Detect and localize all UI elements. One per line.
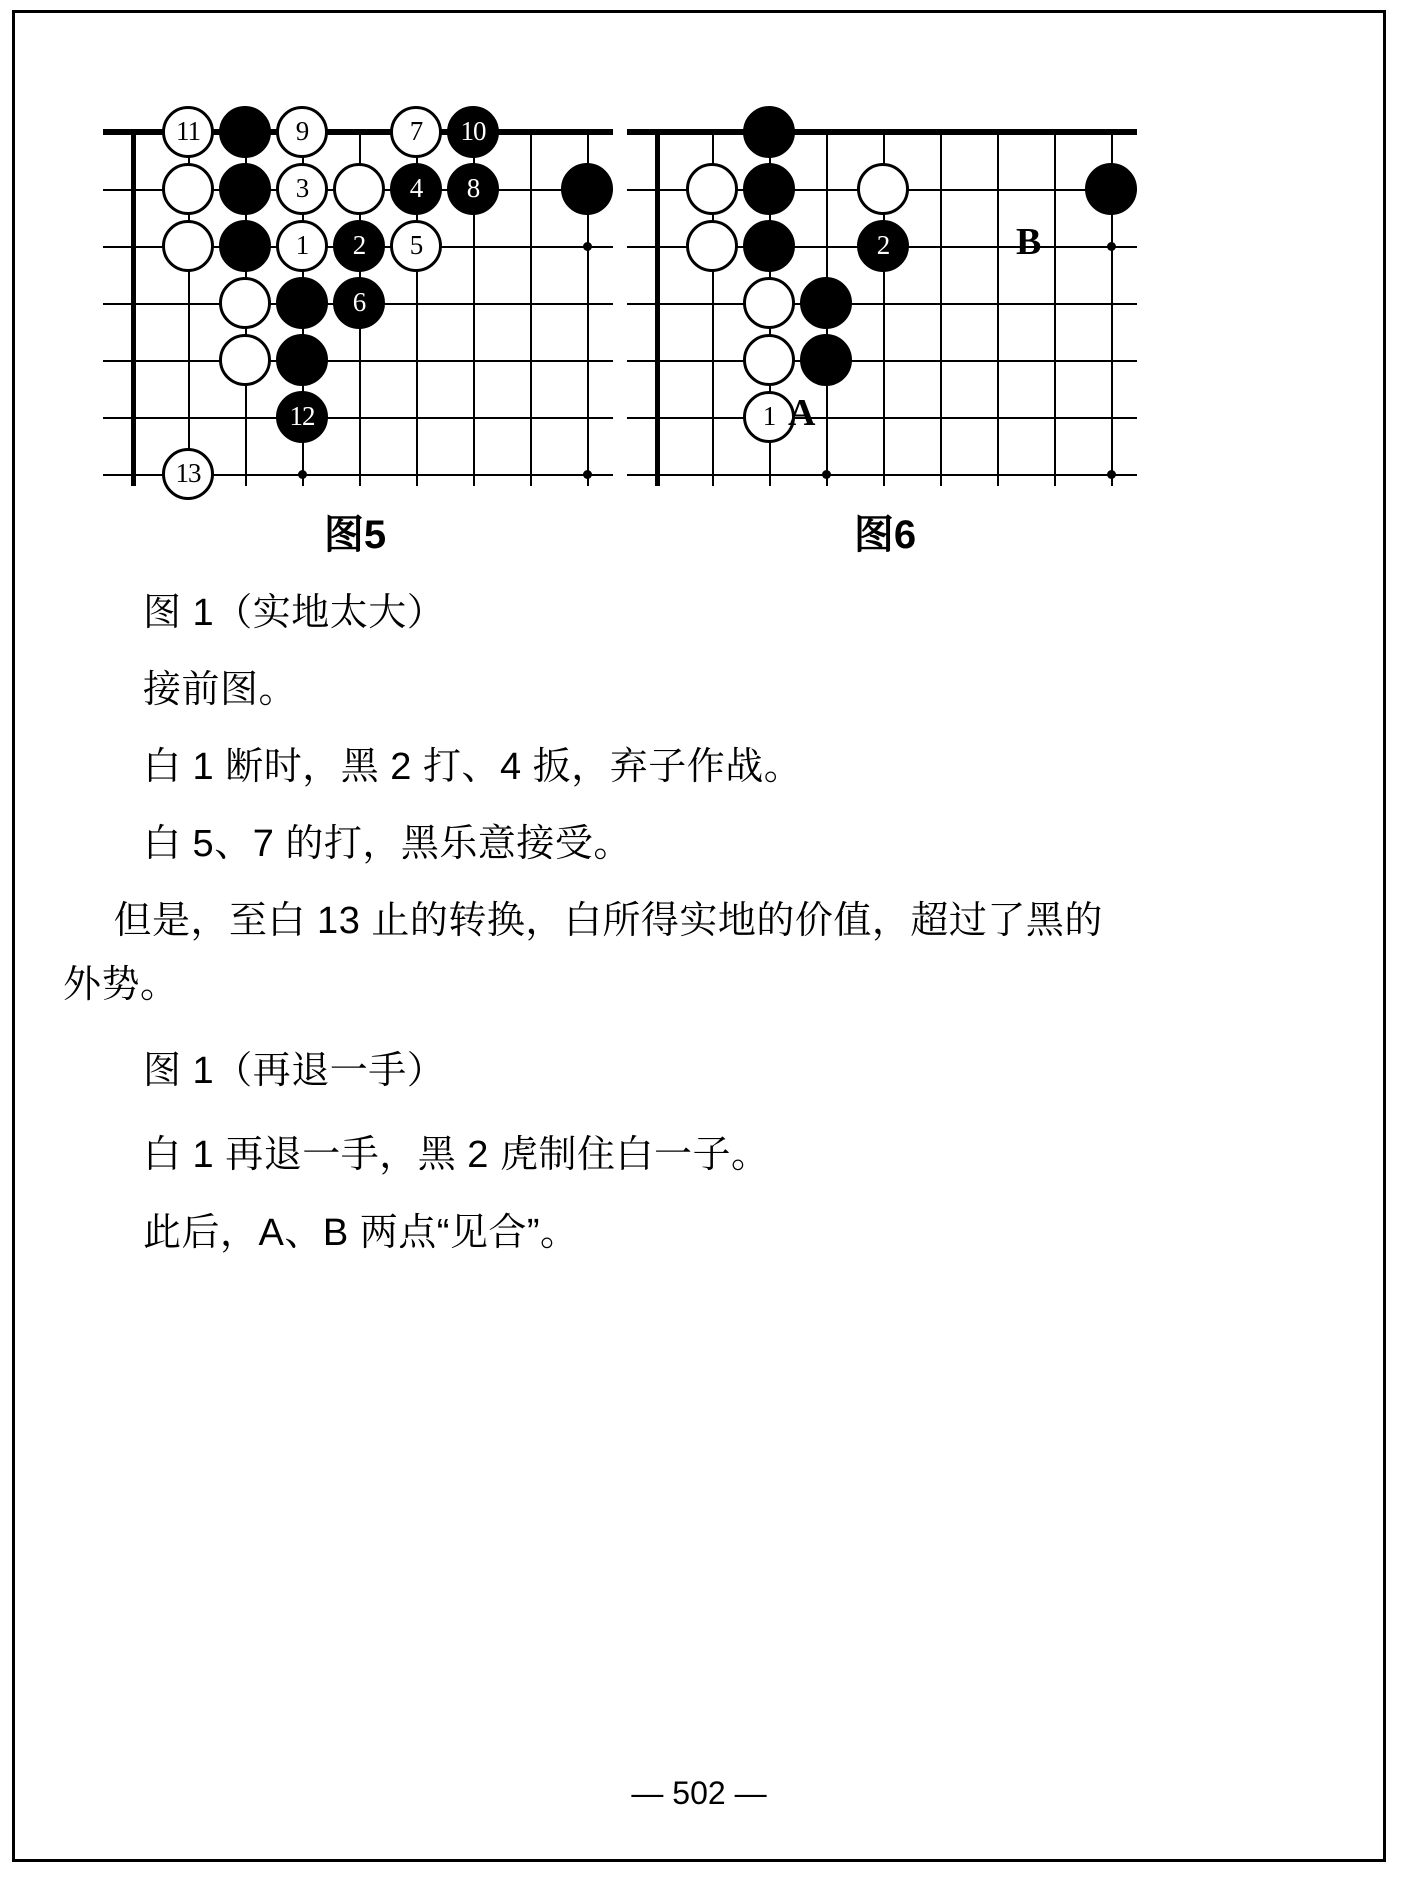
stone-number: 3 — [295, 172, 309, 203]
board-hline — [103, 360, 613, 362]
black-stone-2 — [333, 220, 385, 272]
stone-number: 1 — [295, 229, 309, 260]
page-number: — 502 — — [631, 1775, 767, 1811]
white-stone-5 — [390, 220, 442, 272]
white-stone-13 — [162, 448, 214, 500]
black-stone — [219, 163, 271, 215]
stone-number: 13 — [175, 457, 201, 488]
board-vline — [1054, 129, 1056, 486]
body-line-1: 图 1（实地太大） — [143, 592, 446, 634]
stone-number: 9 — [295, 115, 309, 146]
white-stone — [686, 220, 738, 272]
hoshi-point — [1107, 470, 1116, 479]
black-stone — [743, 163, 795, 215]
board-mark-a: A — [788, 392, 816, 434]
white-stone — [857, 163, 909, 215]
hoshi-point — [822, 470, 831, 479]
black-stone — [800, 334, 852, 386]
board-vline — [131, 129, 136, 486]
black-stone — [743, 220, 795, 272]
white-stone-1 — [276, 220, 328, 272]
go-diagram-1 — [103, 79, 613, 489]
stone-number: 8 — [466, 172, 480, 203]
diagram-1-caption: 图5 — [323, 513, 387, 557]
black-stone — [219, 220, 271, 272]
black-stone — [1085, 163, 1137, 215]
board-hline — [627, 303, 1137, 305]
board-mark-b: B — [1016, 221, 1042, 263]
body-line-7: 图 1（再退一手） — [143, 1050, 446, 1092]
stone-number: 5 — [409, 229, 423, 260]
diagram-2-caption: 图6 — [853, 513, 917, 557]
hoshi-point — [583, 470, 592, 479]
body-line-9: 此后，A、B 两点“见合”。 — [143, 1212, 579, 1254]
white-stone-7 — [390, 106, 442, 158]
stone-number: 7 — [409, 115, 423, 146]
stone-number: 10 — [460, 115, 486, 146]
black-stone-4 — [390, 163, 442, 215]
black-stone — [561, 163, 613, 215]
white-stone — [219, 334, 271, 386]
board-vline — [655, 129, 660, 486]
body-line-3: 白 1 断时，黑 2 打、4 扳，弃子作战。 — [143, 746, 803, 788]
board-vline — [997, 129, 999, 486]
board-vline — [940, 129, 942, 486]
board-hline — [627, 474, 1137, 476]
white-stone-3 — [276, 163, 328, 215]
white-stone — [219, 277, 271, 329]
stone-number: 4 — [409, 172, 423, 203]
hoshi-point — [583, 242, 592, 251]
stone-number: 2 — [876, 229, 890, 260]
white-stone — [333, 163, 385, 215]
white-stone-9 — [276, 106, 328, 158]
black-stone-2 — [857, 220, 909, 272]
stone-number: 12 — [289, 400, 315, 431]
body-line-4: 白 5、7 的打，黑乐意接受。 — [143, 823, 632, 865]
black-stone — [800, 277, 852, 329]
hoshi-point — [298, 470, 307, 479]
go-diagram-2 — [627, 79, 1137, 489]
stone-number: 11 — [176, 115, 200, 146]
white-stone — [743, 334, 795, 386]
go-board-2 — [627, 79, 1137, 489]
white-stone — [686, 163, 738, 215]
document-page — [12, 10, 1386, 1862]
stone-number: 6 — [352, 286, 366, 317]
black-stone-6 — [333, 277, 385, 329]
white-stone — [162, 220, 214, 272]
black-stone — [276, 277, 328, 329]
white-stone — [162, 163, 214, 215]
stone-number: 2 — [352, 229, 366, 260]
body-line-5: 但是，至白 13 止的转换，白所得实地的价值，超过了黑的 — [75, 900, 1103, 942]
board-hline — [627, 360, 1137, 362]
white-stone — [743, 277, 795, 329]
black-stone — [219, 106, 271, 158]
body-line-2: 接前图。 — [143, 669, 298, 711]
board-hline — [103, 417, 613, 419]
board-edge-top — [627, 129, 1137, 135]
black-stone-8 — [447, 163, 499, 215]
board-hline — [627, 417, 1137, 419]
board-vline — [530, 129, 532, 486]
hoshi-point — [1107, 242, 1116, 251]
black-stone — [276, 334, 328, 386]
white-stone-11 — [162, 106, 214, 158]
body-line-8: 白 1 再退一手，黑 2 虎制住白一子。 — [143, 1134, 770, 1176]
black-stone-12 — [276, 391, 328, 443]
black-stone — [743, 106, 795, 158]
body-line-6: 外势。 — [63, 964, 179, 1006]
go-board-1 — [103, 79, 613, 489]
black-stone-10 — [447, 106, 499, 158]
stone-number: 1 — [762, 400, 776, 431]
